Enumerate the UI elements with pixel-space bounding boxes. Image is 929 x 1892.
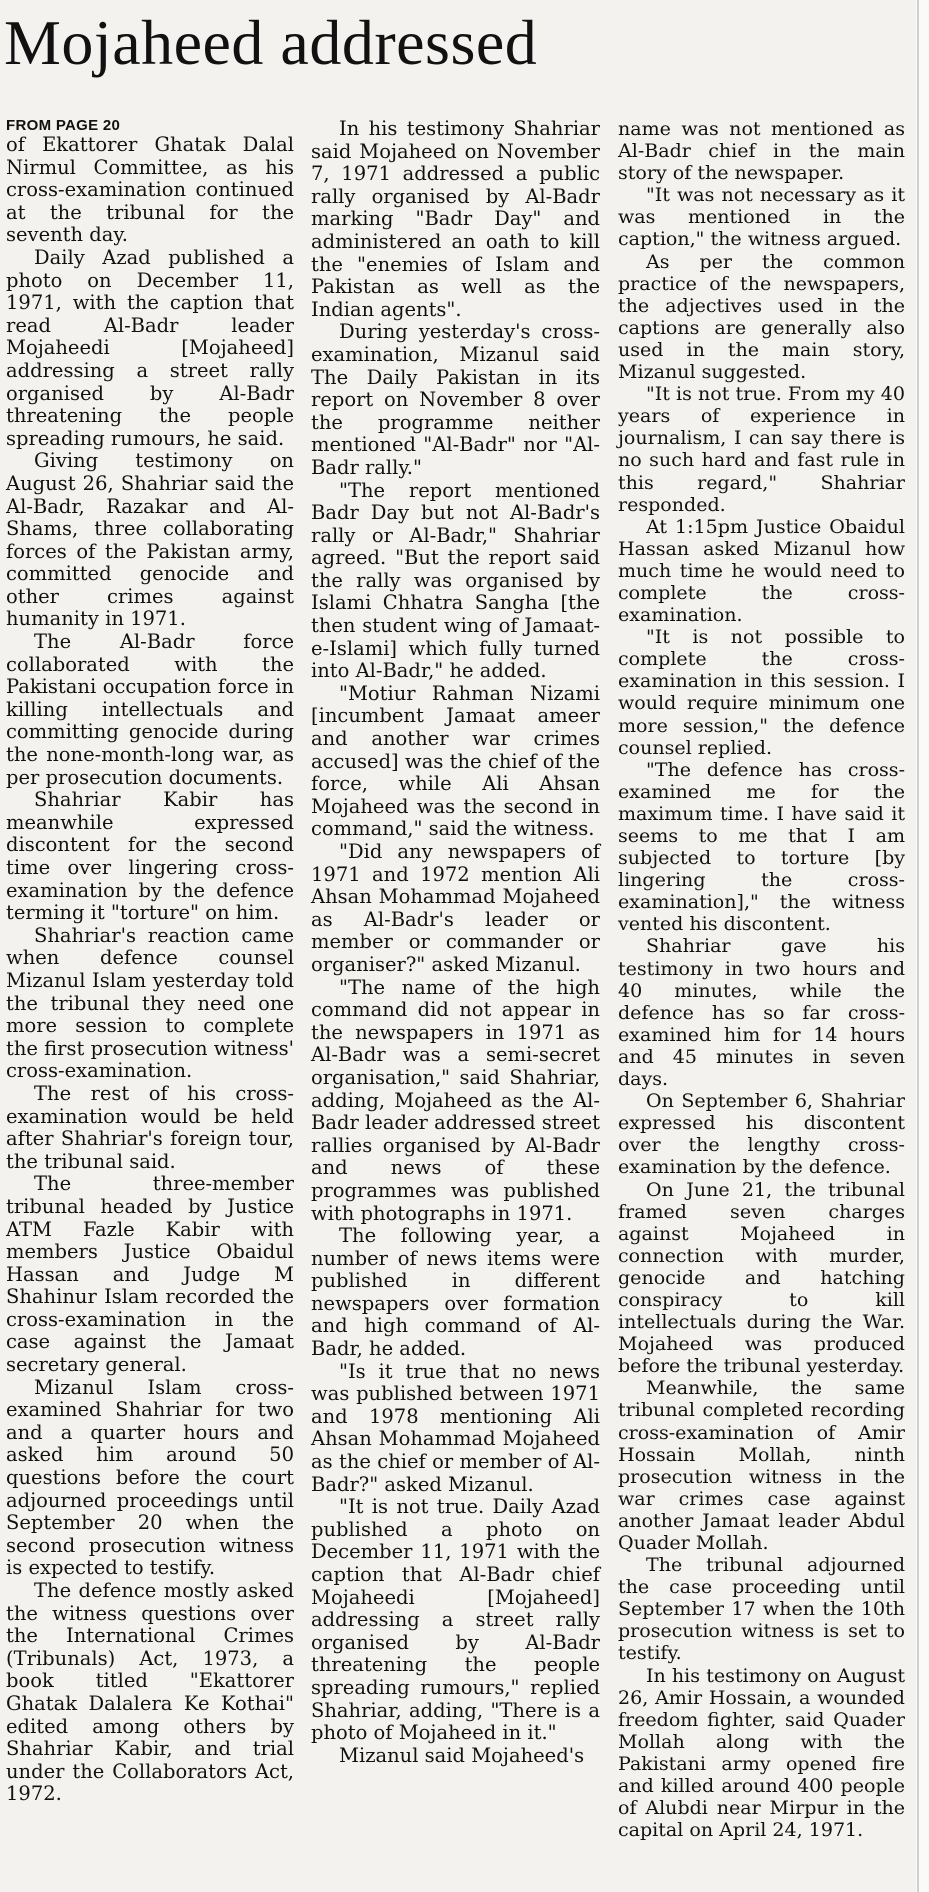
paragraph: "It is not true. Daily Azad published a photo on December 11, 1971 with the caption that Al-Badr chief Mojaheedi [Mojaheed] addressing a street rally organised by Al-Badr threatening the people spreading rumours," replied Shahriar, adding, "There is a photo of Mojaheed in it." (311, 1495, 600, 1745)
paragraph: In his testimony on August 26, Amir Hossain, a wounded freedom fighter, said Quader Mollah along with the Pakistani army opened fire and killed around 400 people of Alubdi near Mirpur in the capital on April 24, 1971. (618, 1664, 905, 1842)
paragraph: "It is not true. From my 40 years of experience in journalism, I can say there is no such hard and fast rule in this regard," Shahriar responded. (618, 383, 905, 516)
paragraph: Shahriar's reaction came when defence counsel Mizanul Islam yesterday told the tribunal they need one more session to complete the first prosecution witness' cross-examination. (6, 923, 294, 1083)
paragraph: Shahriar Kabir has meanwhile expressed discontent for the second time over lingering cross-examination by the defence terming it "torture" on him. (6, 788, 294, 925)
article-column-2 (311, 118, 600, 1767)
paragraph: "It was not necessary as it was mentioned in the caption," the witness argued. (618, 184, 905, 251)
paragraph: The Al-Badr force collaborated with the Pakistani occupation force in killing intellectuals and committing genocide during the none-month-long war, as per prosecution documents. (6, 630, 294, 789)
paragraph: In his testimony Shahriar said Mojaheed on November 7, 1971 addressed a public rally organised by Al-Badr marking "Badr Day" and administered an oath to kill the "enemies of Islam and Pakistan as well as the Indian agents". (311, 117, 600, 321)
paragraph: The defence mostly asked the witness questions over the International Crimes (Tribunals) Act, 1973, a book titled "Ekattorer Ghatak Dalalera Ke Kothai" edited among others by Shahriar Kabir, and trial under the Collaborators Act, 1972. (6, 1579, 294, 1806)
paragraph: On September 6, Shahriar expressed his discontent over the lengthy cross-examination by the defence. (618, 1090, 905, 1179)
paragraph: "It is not possible to complete the cross-examination in this session. I would require minimum one more session," the defence counsel replied. (618, 626, 905, 759)
paragraph: The rest of his cross-examination would be held after Shahriar's foreign tour, the tribunal said. (6, 1081, 294, 1173)
paragraph: Giving testimony on August 26, Shahriar said the Al-Badr, Razakar and Al-Shams, three collaborating forces of the Pakistan army, committed genocide and other crimes against humanity in 1971. (6, 449, 294, 631)
paragraph: On June 21, the tribunal framed seven charges against Mojaheed in connection with murder, genocide and hatching conspiracy to kill intellectuals during the War. Mojaheed was produced before the tribunal yesterday. (618, 1178, 905, 1378)
paragraph: Shahriar gave his testimony in two hours and 40 minutes, while the defence has so far cross-examined him for 14 hours and 45 minutes in seven days. (618, 935, 905, 1091)
paragraph: The tribunal adjourned the case proceeding until September 17 when the 10th prosecution witness is set to testify. (618, 1554, 905, 1665)
paragraph: name was not mentioned as Al-Badr chief in the main story of the newspaper. (618, 118, 905, 185)
paragraph: "Motiur Rahman Nizami [incumbent Jamaat ameer and another war crimes accused] was the chief of the force, while Ali Ahsan Mojaheed was the second in command," said the witness. (311, 681, 600, 841)
article-column-3 (618, 118, 905, 1841)
paragraph: Mizanul Islam cross-examined Shahriar for two and a quarter hours and asked him around 50 questions before the court adjourned proceedings until September 20 when the second prosecution witness is expected to testify. (6, 1375, 294, 1580)
paragraph: "Did any newspapers of 1971 and 1972 mention Ali Ahsan Mohammad Mojaheed as Al-Badr's leader or member or commander or organiser?" asked Mizanul. (311, 840, 600, 976)
article-column-1 (6, 118, 294, 1806)
paragraph: Mizanul said Mojaheed's (339, 1743, 585, 1767)
paragraph: During yesterday's cross-examination, Mizanul said The Daily Pakistan in its report on November 8 over the programme neither mentioned "Al-Badr" nor "Al-Badr rally." (311, 320, 600, 479)
paragraph: The three-member tribunal headed by Justice ATM Fazle Kabir with members Justice Obaidul Hassan and Judge M Shahinur Islam recorded the cross-examination in the case against the Jamaat secretary general. (6, 1172, 294, 1377)
paragraph: As per the common practice of the newspapers, the adjectives used in the captions are generally also used in the main story, Mizanul suggested. (618, 250, 905, 384)
paragraph: At 1:15pm Justice Obaidul Hassan asked Mizanul how much time he would need to complete the cross-examination. (618, 515, 905, 627)
paragraph: "Is it true that no news was published between 1971 and 1978 mentioning Ali Ahsan Mohammad Mojaheed as the chief or member of Al-Badr?" asked Mizanul. (311, 1359, 600, 1496)
column-rule (917, 0, 919, 1892)
paragraph: Daily Azad published a photo on December 11, 1971, with the caption that read Al-Badr leader Mojaheedi [Mojaheed] addressing a street rally organised by Al-Badr threatening the people spreading rumours, he said. (6, 245, 294, 450)
headline: Mojaheed addressed (4, 7, 538, 78)
paragraph: "The name of the high command did not appear in the newspapers in 1971 as Al-Badr was a semi-secret organisation," said Shahriar, adding, Mojaheed as the Al-Badr leader addressed street rallies organised by Al-Badr and news of these programmes was published with photographs in 1971. (311, 975, 600, 1225)
jump-kicker: FROM PAGE 20 (6, 117, 121, 134)
paragraph: The following year, a number of news items were published in different newspapers over formation and high command of Al-Badr, he added. (311, 1224, 600, 1361)
paragraph: of Ekattorer Ghatak Dalal Nirmul Committee, as his cross-examination continued at the tribunal for the seventh day. (6, 133, 294, 247)
paragraph: "The defence has cross-examined me for the maximum time. I have said it seems to me that I am subjected to torture [by lingering the cross-examination]," the witness vented his discontent. (618, 758, 905, 936)
paragraph: Meanwhile, the same tribunal completed recording cross-examination of Amir Hossain Mollah, ninth prosecution witness in the war crimes case against another Jamaat leader Abdul Quader Mollah. (618, 1377, 905, 1554)
paragraph: "The report mentioned Badr Day but not Al-Badr's rally or Al-Badr," Shahriar agreed. "But the report said the rally was organised by Islami Chhatra Sangha [the then student wing of Jamaat-e-Islami] which fully turned into Al-Badr," he added. (311, 478, 600, 683)
